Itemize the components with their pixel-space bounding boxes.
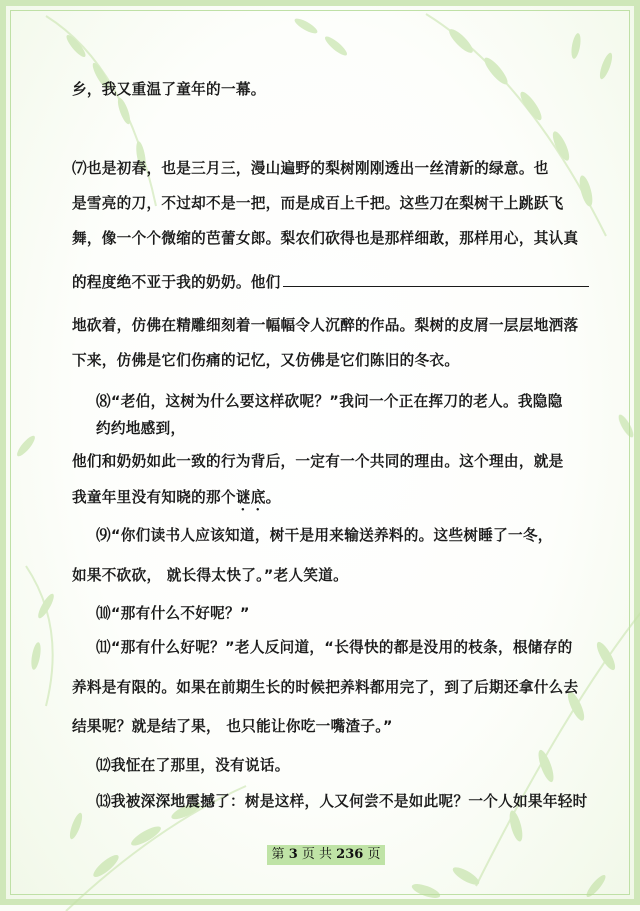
text-line: ⑼“你们读书人应该知道，树干是用来输送养料的。这些树睡了一冬，: [96, 527, 553, 544]
fill-in-blank: [283, 272, 589, 287]
page-number-footer: [267, 845, 385, 865]
text-fragment: 我童年里没有知晓的那个: [72, 489, 236, 506]
text-line: 他们和奶奶如此一致的行为背后，一定有一个共同的理由。这个理由，就是: [72, 453, 564, 470]
emphasized-char: 谜: [235, 489, 251, 506]
text-line: 地砍着，仿佛在精雕细刻着一幅幅令人沉醉的作品。梨树的皮屑一层层地洒落: [72, 317, 579, 334]
text-line: 是雪亮的刀，不过却不是一把，而是成百上千把。这些刀在梨树干上跳跃飞: [72, 195, 564, 212]
text-line: 如果不砍砍， 就长得太快了。”老人笑道。: [72, 567, 349, 584]
text-line: 约约地感到，: [96, 420, 186, 437]
text-line: 乡，我又重温了童年的一幕。: [72, 81, 266, 98]
text-line: 舞，像一个个微缩的芭蕾女郎。梨农们砍得也是那样细敢，那样用心，其认真: [72, 230, 579, 247]
footer-page-number: 3: [288, 847, 298, 862]
text-line: ⑾“那有什么好呢？”老人反问道，“长得快的都是没用的枝条，根储存的: [96, 639, 573, 656]
text-line: 结果呢？就是结了果， 也只能让你吃一嘴渣子。”: [72, 718, 393, 735]
footer-suffix: 页: [367, 847, 381, 862]
footer-middle: 页 共: [301, 847, 333, 862]
footer-prefix: 第: [271, 847, 285, 862]
text-line-emphasis: [72, 488, 281, 514]
text-line: ⑿我怔在了那里，没有说话。: [96, 757, 290, 774]
footer-total-pages: 236: [336, 847, 364, 862]
text-fragment: 的程度绝不亚于我的奶奶。他们: [72, 274, 281, 291]
text-line: ⑽“那有什么不好呢？”: [96, 605, 250, 622]
text-fragment: 。: [265, 489, 281, 506]
text-line: ⒀我被深深地震撼了：树是这样，人又何尝不是如此呢？一个人如果年轻时: [96, 793, 588, 810]
emphasized-char: 底: [250, 489, 266, 506]
text-line: ⑻“老伯，这树为什么要这样砍呢？”我问一个正在挥刀的老人。我隐隐: [96, 393, 563, 410]
text-line: 养料是有限的。如果在前期生长的时候把养料都用完了，到了后期还拿什么去: [72, 679, 579, 696]
text-line-with-blank: [72, 272, 589, 293]
text-line: ⑺也是初春，也是三月三，漫山遍野的梨树刚刚透出一丝清新的绿意。也: [72, 160, 549, 177]
text-line: 下来，仿佛是它们伤痛的记忆，又仿佛是它们陈旧的冬衣。: [72, 352, 460, 369]
